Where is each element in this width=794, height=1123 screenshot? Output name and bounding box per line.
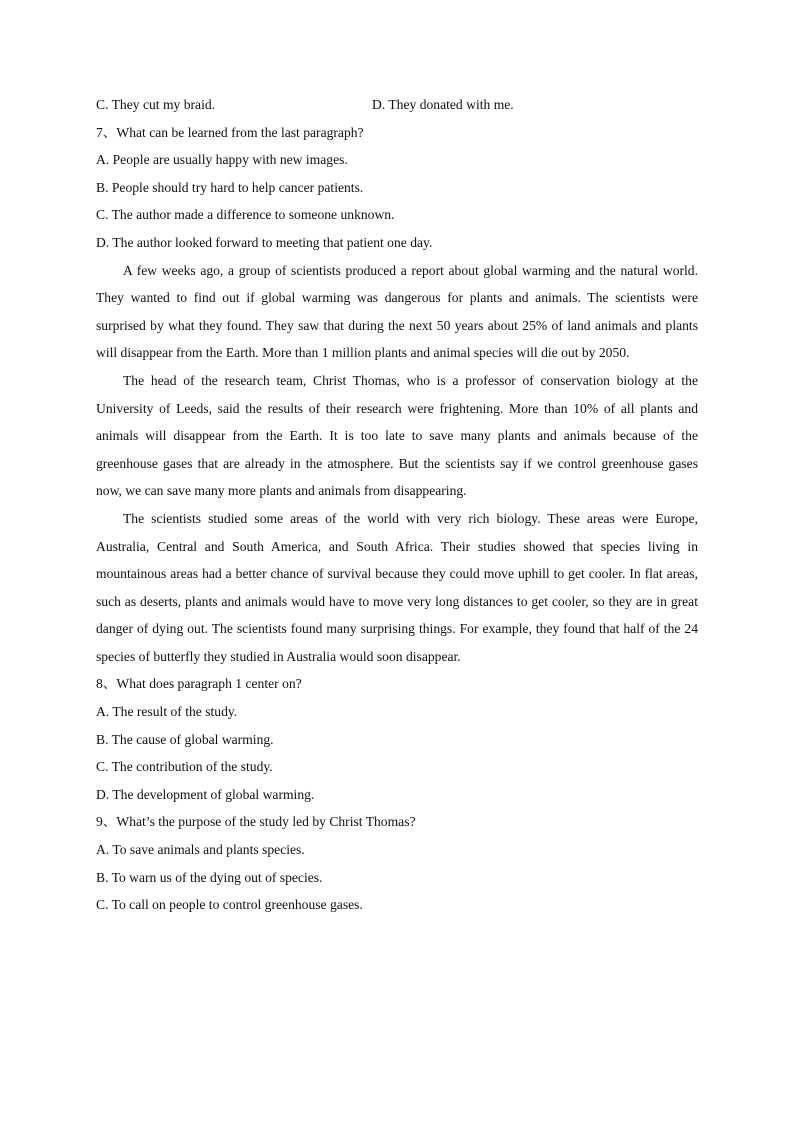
passage-paragraph-2: [96, 367, 698, 505]
q8-option-b: B. The cause of global warming.: [96, 731, 274, 747]
q7-stem: 7、What can be learned from the last paragraph?: [96, 124, 364, 140]
q9-option-a: A. To save animals and plants species.: [96, 842, 305, 858]
q9-stem: 9、What’s the purpose of the study led by Christ Thomas?: [96, 814, 416, 830]
q8-option-c: C. The contribution of the study.: [96, 759, 273, 775]
passage-paragraph-3-text: The scientists studied some areas of the world with very rich biology. These areas were Europe, Australia, Central and South America, and South Africa. Their studies showed that species living in mountainous areas had a better chance of survival because they could move uphill to get cooler. In flat areas, such as deserts, plants and animals would have to move very long distances to get cooler, so they are in great danger of dying out. The scientists found many surprising things. For example, they found that half of the 24 species of butterfly they studied in Australia would soon disappear.: [96, 510, 698, 664]
q7-option-d: D. The author looked forward to meeting that patient one day.: [96, 234, 433, 250]
q6-option-d: D. They donated with me.: [372, 97, 514, 112]
q8-option-d: D. The development of global warming.: [96, 786, 315, 802]
q7-option-c: C. The author made a difference to someone unknown.: [96, 207, 395, 223]
exam-page: [96, 91, 698, 919]
q8-stem: 8、What does paragraph 1 center on?: [96, 676, 302, 692]
passage-paragraph-2-text: The head of the research team, Christ Thomas, who is a professor of conservation biology at the University of Leeds, said the results of their research were frightening. More than 10% of all plants and animals will disappear from the Earth. It is too late to save many plants and animals because of the greenhouse gases that are already in the atmosphere. But the scientists say if we control greenhouse gases now, we can save many more plants and animals from disappearing.: [96, 372, 698, 499]
passage-paragraph-3: [96, 505, 698, 671]
q8-option-a: A. The result of the study.: [96, 704, 238, 720]
q9-option-b: B. To warn us of the dying out of species.: [96, 869, 323, 885]
q6-options-row: [96, 91, 698, 119]
q6-option-c: C. They cut my braid.: [96, 97, 216, 112]
q9-option-c: C. To call on people to control greenhouse gases.: [96, 897, 363, 913]
passage-paragraph-1-text: A few weeks ago, a group of scientists produced a report about global warming and the natural world. They wanted to find out if global warming was dangerous for plants and animals. The scientists were surprised by what they found. They saw that during the next 50 years about 25% of land animals and plants will disappear from the Earth. More than 1 million plants and animal species will die out by 2050.: [96, 262, 698, 361]
q7-option-a: A. People are usually happy with new images.: [96, 152, 348, 168]
passage-paragraph-1: [96, 257, 698, 367]
q7-option-b: B. People should try hard to help cancer patients.: [96, 179, 364, 195]
